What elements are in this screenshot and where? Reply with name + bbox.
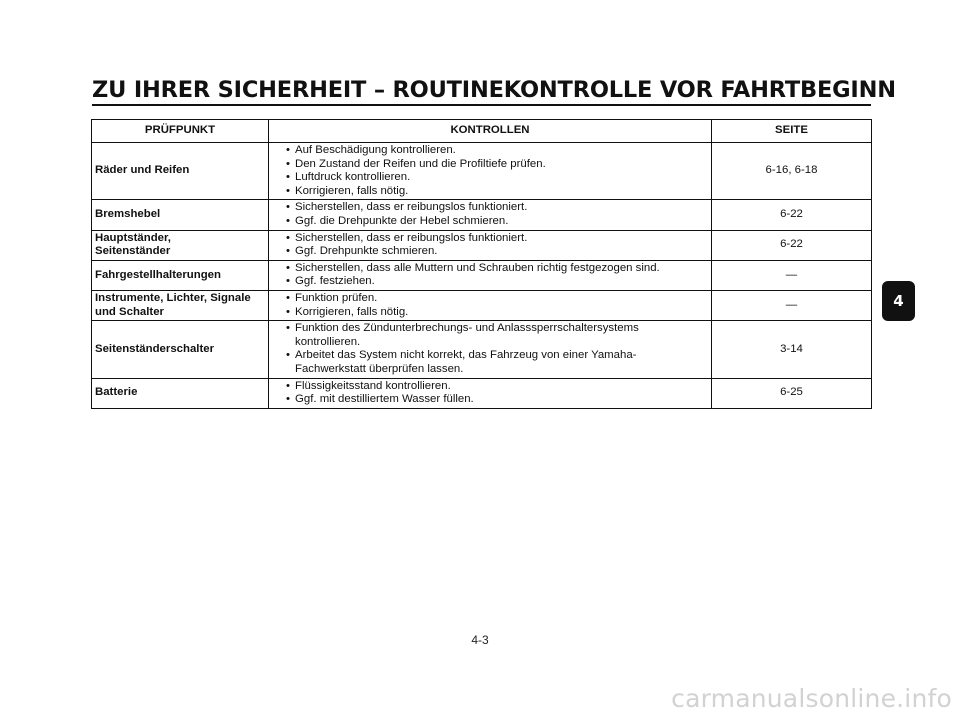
check-item: • Luftdruck kontrollieren. — [286, 171, 711, 185]
row-page: 6-22 — [712, 200, 872, 230]
check-item: • Flüssigkeitsstand kontrollieren. — [286, 380, 711, 394]
table-row — [92, 230, 872, 260]
row-checks — [269, 200, 712, 230]
table-row — [92, 200, 872, 230]
row-checks — [269, 378, 712, 408]
row-page: 3-14 — [712, 321, 872, 378]
check-item: • Korrigieren, falls nötig. — [286, 185, 711, 199]
check-item: • Den Zustand der Reifen und die Profiltiefe prüfen. — [286, 158, 711, 172]
row-checks — [269, 143, 712, 200]
check-item: • Korrigieren, falls nötig. — [286, 306, 711, 320]
row-checks — [269, 321, 712, 378]
row-point: Hauptständer, Seitenständer — [92, 230, 269, 260]
check-item: • Ggf. die Drehpunkte der Hebel schmieren. — [286, 215, 711, 229]
page-number: 4-3 — [471, 633, 489, 647]
header-kontrollen: KONTROLLEN — [269, 120, 712, 143]
row-page: — — [712, 290, 872, 320]
row-point: Batterie — [92, 378, 269, 408]
row-point: Instrumente, Lichter, Signale und Schalter — [92, 290, 269, 320]
row-point: Fahrgestellhalterungen — [92, 260, 269, 290]
row-point: Seitenständerschalter — [92, 321, 269, 378]
check-item: • Sicherstellen, dass er reibungslos funktioniert. — [286, 232, 711, 246]
check-item: • Ggf. mit destilliertem Wasser füllen. — [286, 393, 711, 407]
header-pruefpunkt: PRÜFPUNKT — [92, 120, 269, 143]
row-page: 6-16, 6-18 — [712, 143, 872, 200]
check-item: • Funktion prüfen. — [286, 292, 711, 306]
table-row — [92, 290, 872, 320]
check-item: • Ggf. festziehen. — [286, 275, 711, 289]
row-page: 6-25 — [712, 378, 872, 408]
row-checks — [269, 290, 712, 320]
check-item: • Sicherstellen, dass alle Muttern und Schrauben richtig festgezogen sind. — [286, 262, 711, 276]
title-rule — [92, 104, 871, 106]
check-item: • Funktion des Zündunterbrechungs- und Anlasssperrschaltersystems kontrollieren. — [286, 322, 711, 349]
row-page: — — [712, 260, 872, 290]
row-checks — [269, 230, 712, 260]
table-row — [92, 378, 872, 408]
check-item: • Ggf. Drehpunkte schmieren. — [286, 245, 711, 259]
table-row — [92, 260, 872, 290]
page-title: ZU IHRER SICHERHEIT – ROUTINEKONTROLLE VOR FAHRTBEGINN — [92, 77, 896, 103]
table-header-row — [92, 120, 872, 143]
routine-check-table — [91, 119, 872, 409]
table-row — [92, 143, 872, 200]
row-point: Bremshebel — [92, 200, 269, 230]
check-item: • Auf Beschädigung kontrollieren. — [286, 144, 711, 158]
row-page: 6-22 — [712, 230, 872, 260]
table-row — [92, 321, 872, 378]
row-point: Räder und Reifen — [92, 143, 269, 200]
chapter-tab: 4 — [882, 281, 915, 321]
check-item: • Sicherstellen, dass er reibungslos funktioniert. — [286, 201, 711, 215]
check-item: • Arbeitet das System nicht korrekt, das Fahrzeug von einer Yamaha- Fachwerkstatt überprüfen lassen. — [286, 349, 711, 376]
row-checks — [269, 260, 712, 290]
header-seite: SEITE — [712, 120, 872, 143]
watermark: carmanualsonline.info — [671, 684, 952, 713]
